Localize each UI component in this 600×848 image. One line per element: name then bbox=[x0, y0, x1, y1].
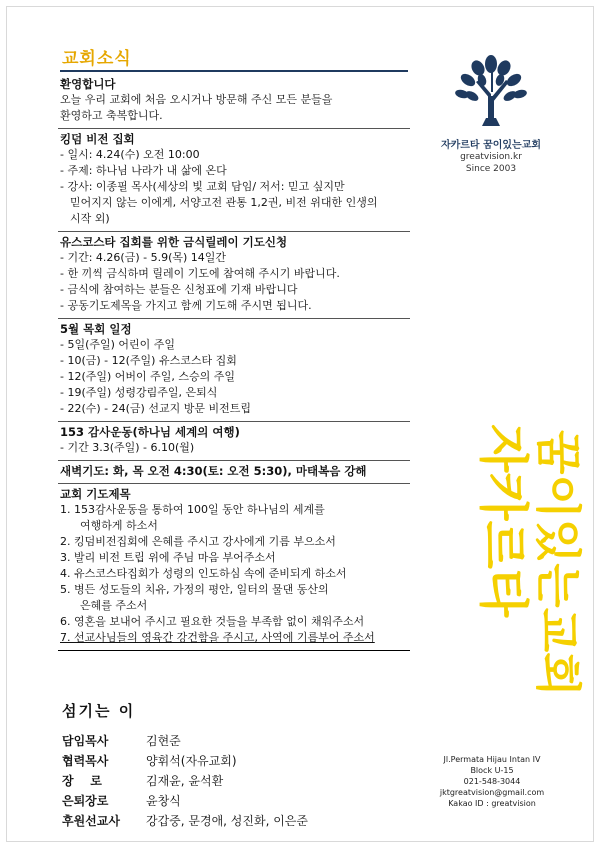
big-text-line-2: 꿈이있는교회 bbox=[531, 430, 585, 697]
prayer-item: 여행하게 하소서 bbox=[80, 519, 158, 532]
section-line: - 12(주일) 어버이 주일, 스승의 주일 bbox=[60, 370, 236, 383]
section-fasting-relay bbox=[58, 232, 410, 319]
section-line: 믿어지지 않는 이에게, 서양고전 관통 1,2권, 비전 위대한 인생의 bbox=[70, 196, 378, 209]
vertical-church-name bbox=[424, 420, 585, 740]
staff-title: 섬기는 이 bbox=[62, 702, 136, 720]
section-title: 킹덤 비전 집회 bbox=[60, 132, 135, 146]
prayer-item: 6. 영혼을 보내어 주시고 필요한 것들을 부족함 없이 채워주소서 bbox=[60, 615, 365, 628]
staff-role: 협력목사 bbox=[62, 754, 109, 768]
page-title: 교회소식 bbox=[62, 49, 132, 69]
section-line: - 10(금) - 12(주일) 유스코스타 집회 bbox=[60, 354, 237, 367]
section-line: - 공동기도제목을 가지고 함께 기도해 주시면 됩니다. bbox=[60, 299, 312, 312]
section-line: - 기간 3.3(주일) - 6.10(월) bbox=[60, 441, 195, 454]
section-line: 오늘 우리 교회에 처음 오시거나 방문해 주신 모든 분들을 bbox=[60, 93, 333, 106]
church-logo bbox=[436, 52, 546, 175]
contact-kakao: Kakao ID : greatvision bbox=[448, 799, 536, 808]
section-title: 유스코스타 집회를 위한 금식릴레이 기도신청 bbox=[60, 235, 288, 249]
prayer-item: 4. 유스코스타집회가 성령의 인도하심 속에 준비되게 하소서 bbox=[60, 567, 347, 580]
section-prayer-topics bbox=[58, 484, 410, 651]
prayer-item: 2. 킹덤비전집회에 은혜를 주시고 강사에게 기름 부으소서 bbox=[60, 535, 336, 548]
staff-role: 후원선교사 bbox=[62, 814, 120, 828]
section-thanks-movement bbox=[58, 422, 410, 461]
contact-address-1: Jl.Permata Hijau Intan IV bbox=[443, 755, 541, 764]
section-dawn-prayer bbox=[58, 461, 410, 484]
section-line: 시작 외) bbox=[70, 212, 110, 225]
section-line: - 금식에 참여하는 분들은 신청표에 기재 바랍니다 bbox=[60, 283, 298, 296]
staff-name: 윤창식 bbox=[146, 794, 181, 808]
staff-name: 강갑중, 문경애, 성진화, 이은준 bbox=[146, 814, 308, 828]
staff-row bbox=[62, 731, 308, 751]
section-line: - 강사: 이종필 목사(세상의 빛 교회 담임/ 저서: 믿고 싶지만 bbox=[60, 180, 345, 193]
logo-church-name: 자카르타 꿈이있는교회 bbox=[440, 140, 542, 151]
news-column bbox=[58, 74, 410, 651]
section-title: 교회 기도제목 bbox=[60, 487, 131, 501]
staff-row bbox=[62, 791, 308, 811]
section-line: - 일시: 4.24(수) 오전 10:00 bbox=[60, 148, 200, 161]
staff-role: 장 로 bbox=[62, 774, 102, 788]
section-line: - 한 끼씩 금식하며 릴레이 기도에 참여해 주시기 바랍니다. bbox=[60, 267, 340, 280]
section-kingdom-vision bbox=[58, 129, 410, 232]
staff-section bbox=[62, 700, 308, 831]
section-line: 환영하고 축복합니다. bbox=[60, 109, 163, 122]
prayer-item: 1. 153감사운동을 통하여 100일 동안 하나님의 세계를 bbox=[60, 503, 325, 516]
staff-name: 김현준 bbox=[146, 734, 181, 748]
contact-info bbox=[430, 754, 554, 809]
prayer-item: 은혜를 주소서 bbox=[80, 599, 148, 612]
section-line: - 22(수) - 24(금) 선교지 방문 비전트립 bbox=[60, 402, 251, 415]
contact-address-2: Block U-15 bbox=[470, 766, 514, 775]
staff-row bbox=[62, 811, 308, 831]
staff-name: 양휘석(자유교회) bbox=[146, 754, 237, 768]
big-text-line-1: 자카르타 bbox=[474, 424, 532, 618]
section-may-schedule bbox=[58, 319, 410, 422]
staff-name: 김재윤, 윤석환 bbox=[146, 774, 224, 788]
contact-phone: 021-548-3044 bbox=[463, 777, 521, 786]
section-title: 153 감사운동(하나님 세계의 여행) bbox=[60, 425, 240, 439]
contact-email: jktgreatvision@gmail.com bbox=[439, 788, 545, 797]
prayer-item: 5. 병든 성도들의 치유, 가정의 평안, 일터의 물댄 동산의 bbox=[60, 583, 329, 596]
header-divider bbox=[60, 70, 408, 72]
prayer-item: 7. 선교사님들의 영육간 강건함을 주시고, 사역에 기름부어 주소서 bbox=[60, 631, 375, 644]
section-title: 환영합니다 bbox=[60, 77, 116, 91]
logo-since: Since 2003 bbox=[465, 164, 517, 174]
section-title: 5월 목회 일정 bbox=[60, 322, 132, 336]
section-line: - 기간: 4.26(금) - 5.9(목) 14일간 bbox=[60, 251, 227, 264]
staff-row bbox=[62, 751, 308, 771]
section-welcome bbox=[58, 74, 410, 129]
section-line: - 주제: 하나님 나라가 내 삶에 온다 bbox=[60, 164, 227, 177]
prayer-item: 3. 발리 비전 트립 위에 주님 마음 부어주소서 bbox=[60, 551, 276, 564]
staff-row bbox=[62, 771, 308, 791]
section-line: - 5일(주일) 어린이 주일 bbox=[60, 338, 176, 351]
section-title: 새벽기도: 화, 목 오전 4:30(토: 오전 5:30), 마태복음 강해 bbox=[60, 464, 367, 478]
staff-role: 담임목사 bbox=[62, 734, 109, 748]
logo-website: greatvision.kr bbox=[460, 152, 522, 162]
section-line: - 19(주일) 성령강림주일, 은퇴식 bbox=[60, 386, 218, 399]
staff-role: 은퇴장로 bbox=[62, 794, 109, 808]
tree-icon bbox=[448, 52, 534, 134]
